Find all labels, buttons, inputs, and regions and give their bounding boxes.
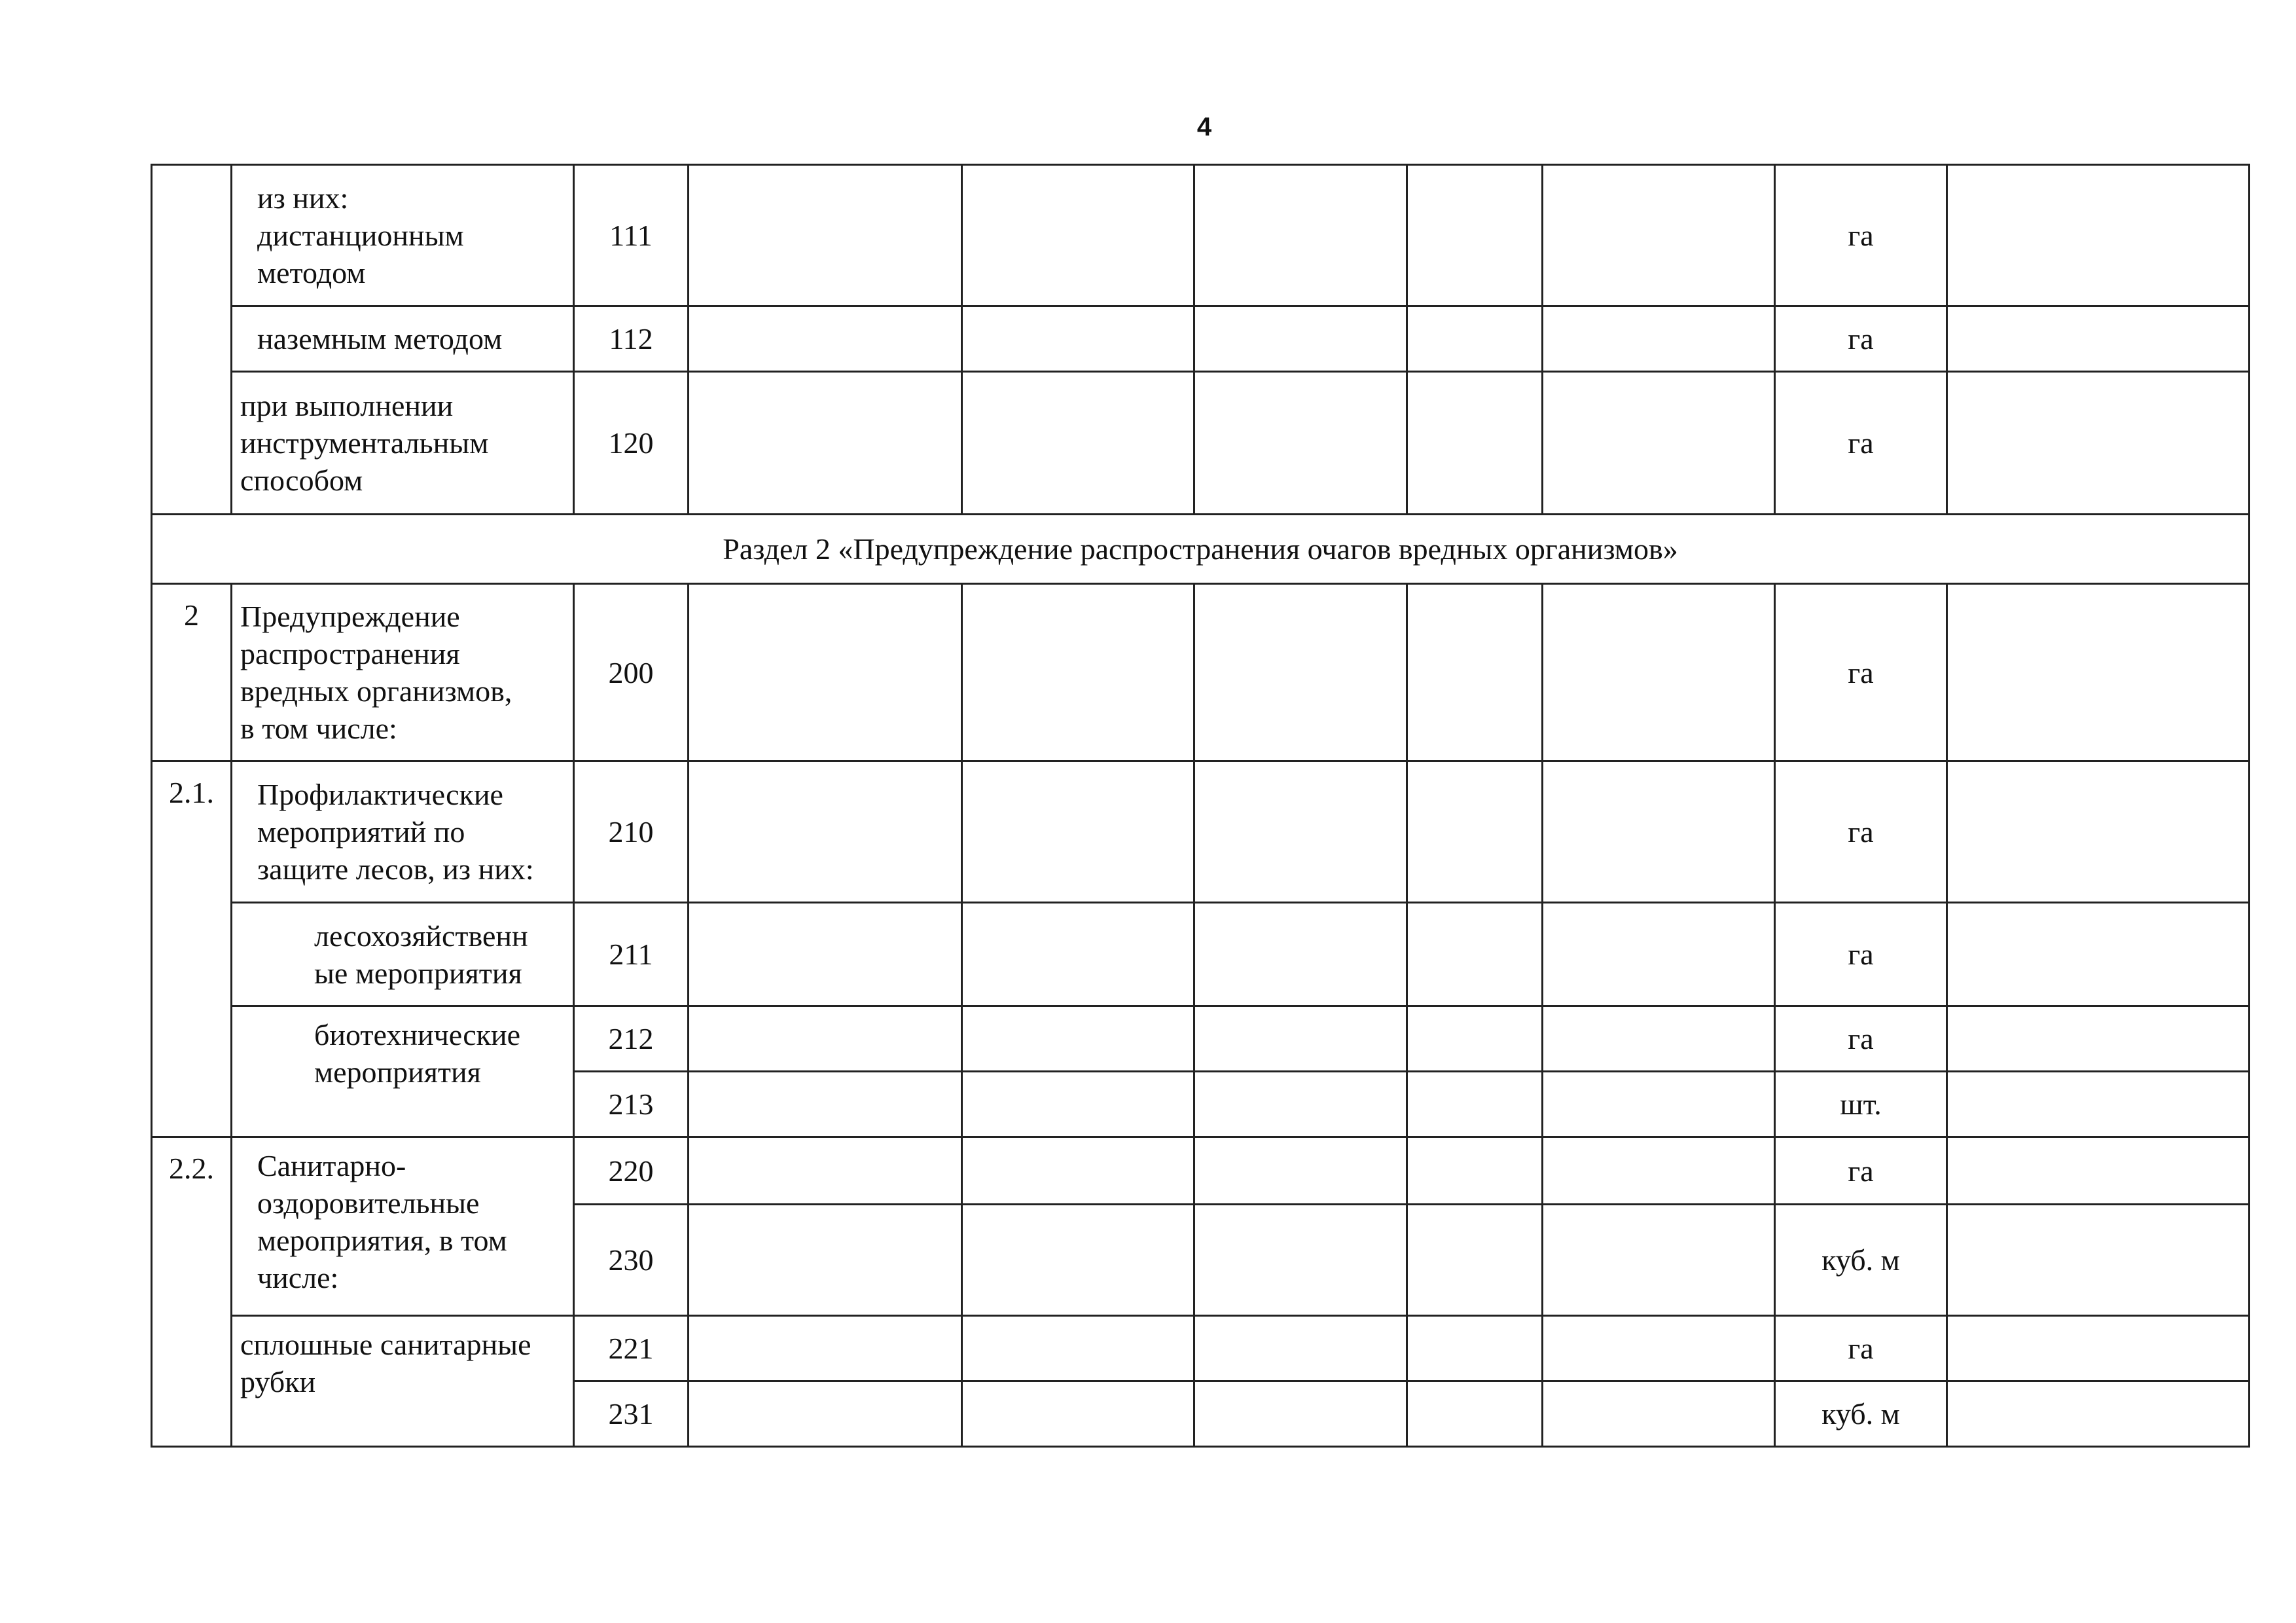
unit-cell: шт. <box>1775 1072 1947 1137</box>
value-cell <box>962 1316 1194 1381</box>
value-cell <box>1543 372 1775 515</box>
unit-cell: га <box>1775 584 1947 761</box>
value-cell <box>1194 1381 1407 1447</box>
unit-cell: га <box>1775 903 1947 1006</box>
table-row <box>152 372 2250 515</box>
value-cell <box>1543 761 1775 903</box>
value-cell <box>689 584 962 761</box>
row-name-line: мероприятия, в том <box>257 1224 507 1257</box>
row-name-line: сплошные санитарные <box>240 1328 531 1361</box>
row-name-line: вредных организмов, <box>240 674 512 708</box>
row-name-line: дистанционным <box>257 219 464 252</box>
value-cell <box>1194 1137 1407 1205</box>
row-name-line: при выполнении <box>240 389 454 422</box>
value-cell <box>962 306 1194 372</box>
row-code-cell: 112 <box>574 306 689 372</box>
value-cell <box>689 761 962 903</box>
row-number-cell <box>152 165 232 515</box>
row-name-line: защите лесов, из них: <box>257 852 534 886</box>
row-name-cell <box>232 1006 574 1137</box>
row-code-cell: 231 <box>574 1381 689 1447</box>
row-name-cell <box>232 584 574 761</box>
value-cell <box>689 1205 962 1316</box>
table-row <box>152 903 2250 1006</box>
row-name-line: мероприятия <box>314 1055 481 1089</box>
unit-cell: га <box>1775 372 1947 515</box>
value-cell <box>1194 761 1407 903</box>
row-code-cell: 220 <box>574 1137 689 1205</box>
row-name-line: распространения <box>240 637 460 670</box>
table-row <box>152 165 2250 306</box>
row-name-line: инструментальным <box>240 426 489 460</box>
value-cell <box>962 1137 1194 1205</box>
value-cell <box>1407 1316 1543 1381</box>
value-cell <box>1543 1137 1775 1205</box>
value-cell <box>1543 1316 1775 1381</box>
row-number-cell: 2.2. <box>152 1137 232 1447</box>
value-cell <box>1543 1205 1775 1316</box>
value-cell <box>1194 372 1407 515</box>
row-code-cell: 221 <box>574 1316 689 1381</box>
value-cell <box>1407 372 1543 515</box>
value-cell <box>689 1316 962 1381</box>
unit-cell: куб. м <box>1775 1381 1947 1447</box>
row-code-cell: 212 <box>574 1006 689 1072</box>
value-cell <box>1194 1006 1407 1072</box>
unit-cell: га <box>1775 1316 1947 1381</box>
value-cell <box>1407 903 1543 1006</box>
value-cell <box>1543 1006 1775 1072</box>
value-cell <box>1947 306 2250 372</box>
value-cell <box>1947 1072 2250 1137</box>
unit-cell: га <box>1775 1137 1947 1205</box>
value-cell <box>689 165 962 306</box>
value-cell <box>1407 1137 1543 1205</box>
row-name-line: в том числе: <box>240 712 397 745</box>
value-cell <box>1194 306 1407 372</box>
row-name-line: методом <box>257 256 366 289</box>
value-cell <box>1947 584 2250 761</box>
row-name-line: лесохозяйственн <box>314 919 528 953</box>
value-cell <box>1947 1381 2250 1447</box>
table-row <box>152 1137 2250 1205</box>
section-row <box>152 515 2250 584</box>
value-cell <box>1407 1006 1543 1072</box>
row-code-cell: 111 <box>574 165 689 306</box>
row-code-cell: 120 <box>574 372 689 515</box>
row-name-line: ые мероприятия <box>314 956 522 990</box>
unit-cell: куб. м <box>1775 1205 1947 1316</box>
value-cell <box>1407 584 1543 761</box>
value-cell <box>1543 903 1775 1006</box>
row-code-cell: 211 <box>574 903 689 1006</box>
row-code-cell: 213 <box>574 1072 689 1137</box>
table-row <box>152 1316 2250 1381</box>
value-cell <box>962 584 1194 761</box>
row-code-cell: 210 <box>574 761 689 903</box>
value-cell <box>1407 1381 1543 1447</box>
value-cell <box>1947 903 2250 1006</box>
value-cell <box>1194 1205 1407 1316</box>
value-cell <box>1407 1072 1543 1137</box>
value-cell <box>962 1205 1194 1316</box>
value-cell <box>962 372 1194 515</box>
value-cell <box>689 306 962 372</box>
row-name-line: оздоровительные <box>257 1186 480 1220</box>
row-name-line: Предупреждение <box>240 600 460 633</box>
row-name-line: мероприятий по <box>257 815 465 848</box>
value-cell <box>689 1137 962 1205</box>
row-name-cell <box>232 761 574 903</box>
row-name-line: рубки <box>240 1365 316 1398</box>
value-cell <box>1543 584 1775 761</box>
row-name-cell <box>232 372 574 515</box>
row-name-cell <box>232 1137 574 1316</box>
value-cell <box>1947 165 2250 306</box>
value-cell <box>1194 1072 1407 1137</box>
value-cell <box>1194 903 1407 1006</box>
row-name-line: Санитарно- <box>257 1149 406 1182</box>
row-name-cell <box>232 903 574 1006</box>
value-cell <box>1543 1381 1775 1447</box>
value-cell <box>962 1381 1194 1447</box>
value-cell <box>1543 1072 1775 1137</box>
unit-cell: га <box>1775 165 1947 306</box>
value-cell <box>1194 165 1407 306</box>
value-cell <box>689 903 962 1006</box>
value-cell <box>1407 306 1543 372</box>
row-name-line: способом <box>240 464 363 497</box>
value-cell <box>962 165 1194 306</box>
value-cell <box>1407 165 1543 306</box>
value-cell <box>689 372 962 515</box>
table-row <box>152 306 2250 372</box>
table-row <box>152 1006 2250 1072</box>
value-cell <box>1947 1316 2250 1381</box>
row-name-cell <box>232 1316 574 1447</box>
value-cell <box>1947 1006 2250 1072</box>
value-cell <box>1947 1137 2250 1205</box>
value-cell <box>689 1381 962 1447</box>
row-name-line: из них: <box>257 181 349 215</box>
value-cell <box>1194 1316 1407 1381</box>
value-cell <box>962 1006 1194 1072</box>
row-name-line: Профилактические <box>257 778 503 811</box>
row-name-cell <box>232 165 574 306</box>
value-cell <box>1947 1205 2250 1316</box>
row-number-cell: 2 <box>152 584 232 761</box>
value-cell <box>689 1072 962 1137</box>
value-cell <box>689 1006 962 1072</box>
row-name-line: числе: <box>257 1261 339 1294</box>
row-number-cell: 2.1. <box>152 761 232 1137</box>
unit-cell: га <box>1775 306 1947 372</box>
unit-cell: га <box>1775 1006 1947 1072</box>
unit-cell: га <box>1775 761 1947 903</box>
value-cell <box>962 761 1194 903</box>
value-cell <box>1543 165 1775 306</box>
row-code-cell: 230 <box>574 1205 689 1316</box>
row-code-cell: 200 <box>574 584 689 761</box>
page-number: 4 <box>1196 113 1212 141</box>
report-table <box>151 164 2250 1448</box>
value-cell <box>962 903 1194 1006</box>
table-row <box>152 584 2250 761</box>
value-cell <box>1194 584 1407 761</box>
table-row <box>152 761 2250 903</box>
value-cell <box>1947 372 2250 515</box>
value-cell <box>1407 761 1543 903</box>
value-cell <box>1543 306 1775 372</box>
value-cell <box>962 1072 1194 1137</box>
row-name-cell: наземным методом <box>232 306 574 372</box>
value-cell <box>1947 761 2250 903</box>
value-cell <box>1407 1205 1543 1316</box>
row-name-line: биотехнические <box>314 1018 521 1051</box>
section-title: Раздел 2 «Предупреждение распространения очагов вредных организмов» <box>152 515 2250 584</box>
